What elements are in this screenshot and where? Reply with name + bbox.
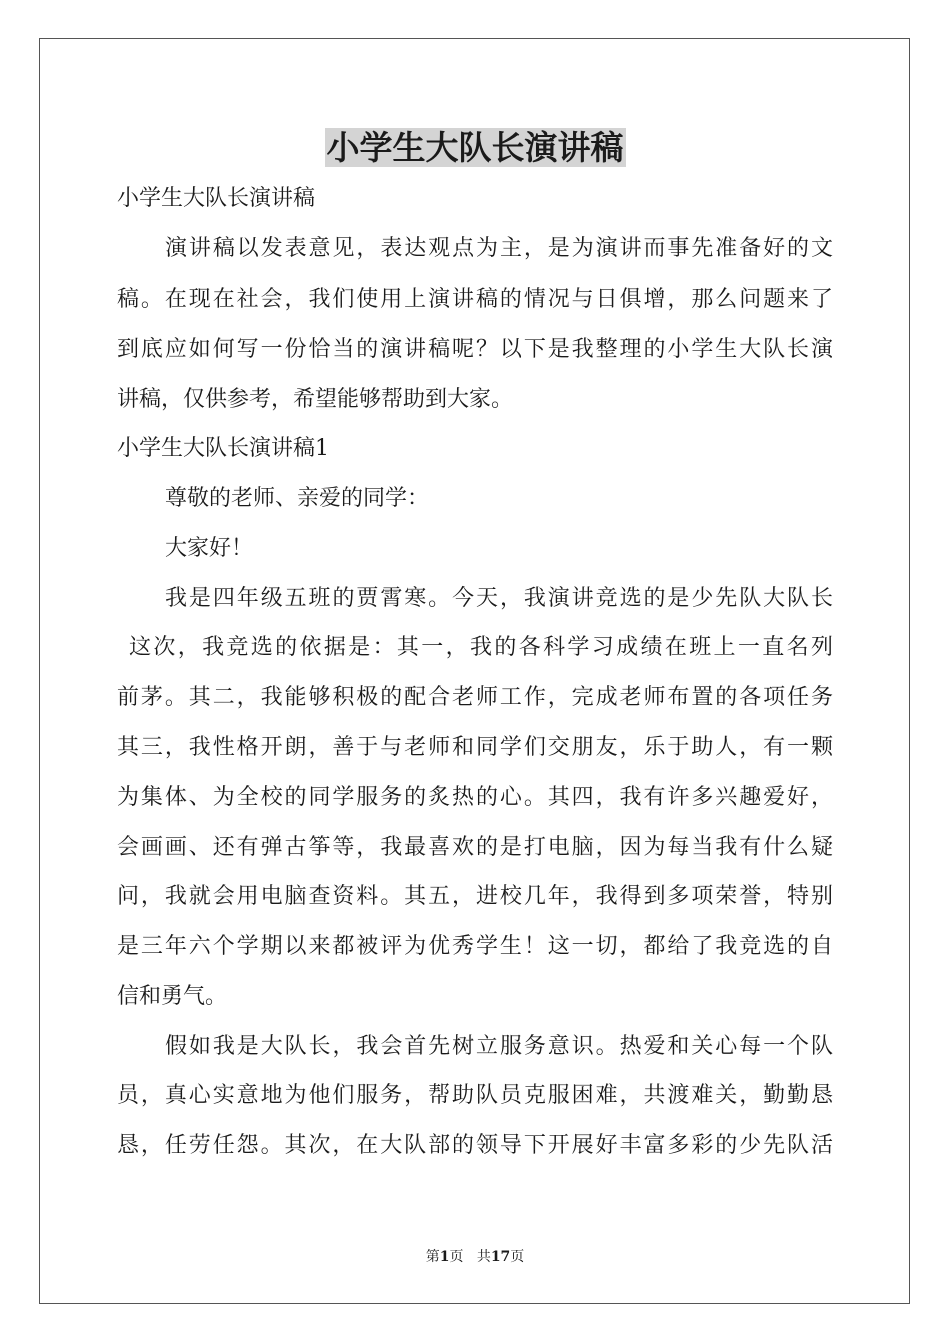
paragraph-line: 稿。在现在社会，我们使用上演讲稿的情况与日俱增，那么问题来了	[117, 287, 833, 312]
total-pages: 17	[490, 1249, 511, 1265]
paragraph-line: 假如我是大队长，我会首先树立服务意识。热爱和关心每一个队	[165, 1034, 833, 1059]
paragraph-line: 是三年六个学期以来都被评为优秀学生！这一切，都给了我竞选的自	[117, 934, 833, 959]
paragraph-line: 为集体、为全校的同学服务的炙热的心。其四，我有许多兴趣爱好，	[117, 785, 833, 810]
page-suffix: 页	[449, 1249, 464, 1265]
paragraph-line: 前茅。其二，我能够积极的配合老师工作，完成老师布置的各项任务	[117, 685, 833, 710]
page-prefix: 第	[425, 1249, 440, 1265]
page-footer	[0, 1248, 950, 1266]
page-frame	[39, 38, 910, 1304]
paragraph-line: 其三，我性格开朗，善于与老师和同学们交朋友，乐于助人，有一颗	[117, 735, 833, 760]
paragraph-line: 员，真心实意地为他们服务，帮助队员克服困难，共渡难关，勤勤恳	[117, 1083, 833, 1108]
paragraph-line: 信和勇气。	[117, 984, 228, 1009]
document-title	[0, 126, 950, 170]
paragraph-line: 演讲稿以发表意见，表达观点为主，是为演讲而事先准备好的文	[165, 236, 833, 261]
subtitle-line: 小学生大队长演讲稿	[117, 186, 316, 211]
document-title-text: 小学生大队长演讲稿	[326, 128, 624, 167]
greeting-line: 大家好！	[165, 536, 254, 561]
paragraph-line: 到底应如何写一份恰当的演讲稿呢？以下是我整理的小学生大队长演	[117, 337, 833, 362]
section-heading: 小学生大队长演讲稿1	[117, 436, 329, 461]
paragraph-line: 问，我就会用电脑查资料。其五，进校几年，我得到多项荣誉，特别	[117, 884, 833, 909]
paragraph-line: 这次，我竞选的依据是：其一，我的各科学习成绩在班上一直名列	[129, 635, 833, 660]
paragraph-line: 会画画、还有弹古筝等，我最喜欢的是打电脑，因为每当我有什么疑	[117, 835, 833, 860]
paragraph-line: 恳，任劳任怨。其次，在大队部的领导下开展好丰富多彩的少先队活	[117, 1133, 833, 1158]
total-suffix: 页	[510, 1249, 525, 1265]
salutation-line: 尊敬的老师、亲爱的同学：	[165, 486, 430, 511]
paragraph-line: 我是四年级五班的贾霄寒。今天，我演讲竞选的是少先队大队长	[165, 586, 833, 611]
paragraph-line: 讲稿，仅供参考，希望能够帮助到大家。	[117, 387, 514, 412]
total-prefix: 共	[476, 1249, 491, 1265]
page-number: 1	[439, 1249, 450, 1265]
